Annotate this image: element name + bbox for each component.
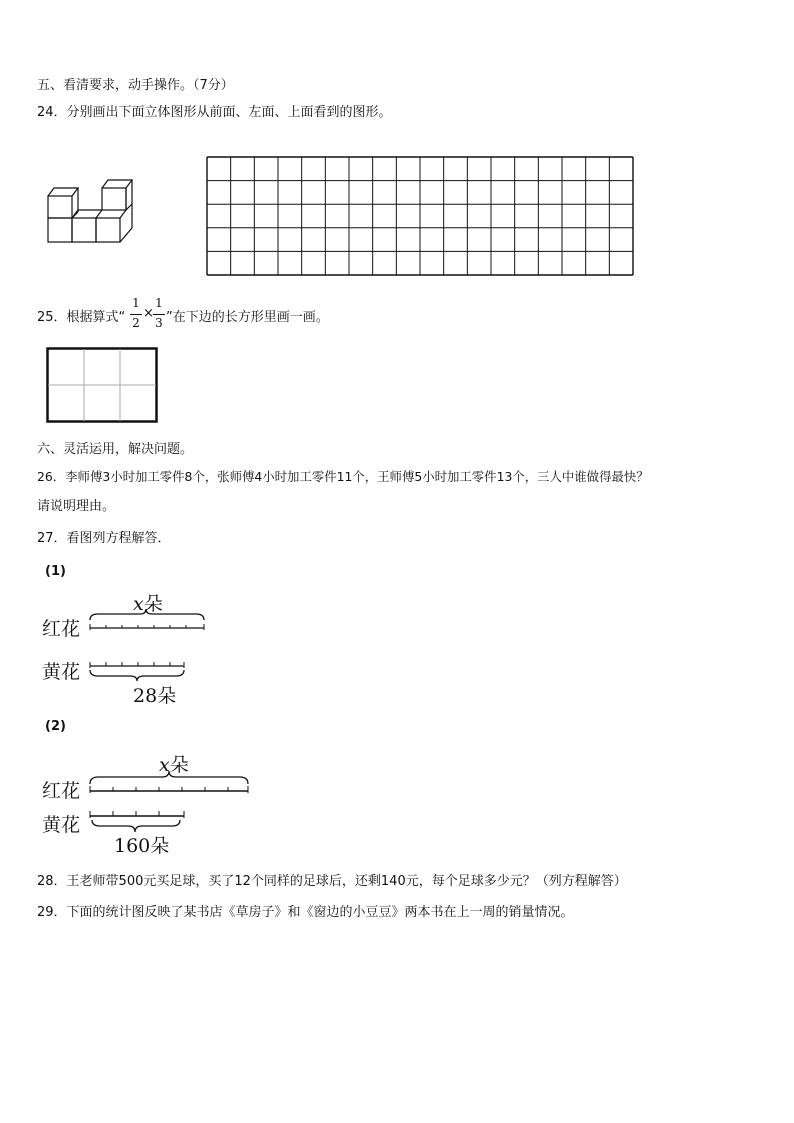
times-sign: × [143,306,154,321]
part-2-unknown-unit: 朵 [169,754,189,776]
part-2-red-bar [88,782,252,794]
part-2-yellow-label: 黄花 [42,814,81,836]
question-26-line2: 请说明理由。 [37,499,116,514]
fraction-1-bar [130,314,142,315]
part-2-unknown-var: x [159,754,170,776]
cube-solid-figure [44,178,136,244]
fraction-1-numerator: 1 [132,296,140,310]
part-1-unknown-var: x [133,593,144,615]
part-1-red-label: 红花 [42,618,81,640]
question-28: 28．王老师带500元买足球，买了12个同样的足球后，还剩140元，每个足球多少元？（列方程解答） [37,874,627,889]
question-26: 26．李师傅3小时加工零件8个，张师傅4小时加工零件11个，王师傅5小时加工零件13个，三人中谁做得最快？ [37,469,649,484]
part-1-known-value: 28朵 [133,685,177,707]
part-1-red-bar [88,620,208,632]
question-24: 24．分别画出下面立体图形从前面、左面、上面看到的图形。 [37,105,392,120]
question-27: 27．看图列方程解答． [37,531,171,546]
question-25-prefix: 25．根据算式“ [37,310,126,325]
part-2-label: (2) [45,719,66,734]
part-1-yellow-label: 黄花 [42,661,81,683]
part-1-unknown-unit: 朵 [143,593,163,615]
section-5-title: 五、看清要求，动手操作。（7分） [37,78,234,93]
section-6-title: 六、灵活运用，解决问题。 [37,442,194,457]
fraction-2-denominator: 3 [155,316,163,330]
question-25-suffix: ”在下边的长方形里画一画。 [166,310,329,325]
part-2-known-value: 160朵 [114,835,170,857]
part-1-yellow-bar [88,658,188,682]
part-2-red-label: 红花 [42,780,81,802]
fraction-2-numerator: 1 [155,296,163,310]
fraction-2-bar [153,314,165,315]
drawing-grid[interactable] [206,156,634,276]
question-29: 29．下面的统计图反映了某书店《草房子》和《窗边的小豆豆》两本书在上一周的销量情况。 [37,905,574,920]
rectangle-drawing-area[interactable] [46,347,158,423]
part-1-label: (1) [45,564,66,579]
fraction-1-denominator: 2 [132,316,140,330]
